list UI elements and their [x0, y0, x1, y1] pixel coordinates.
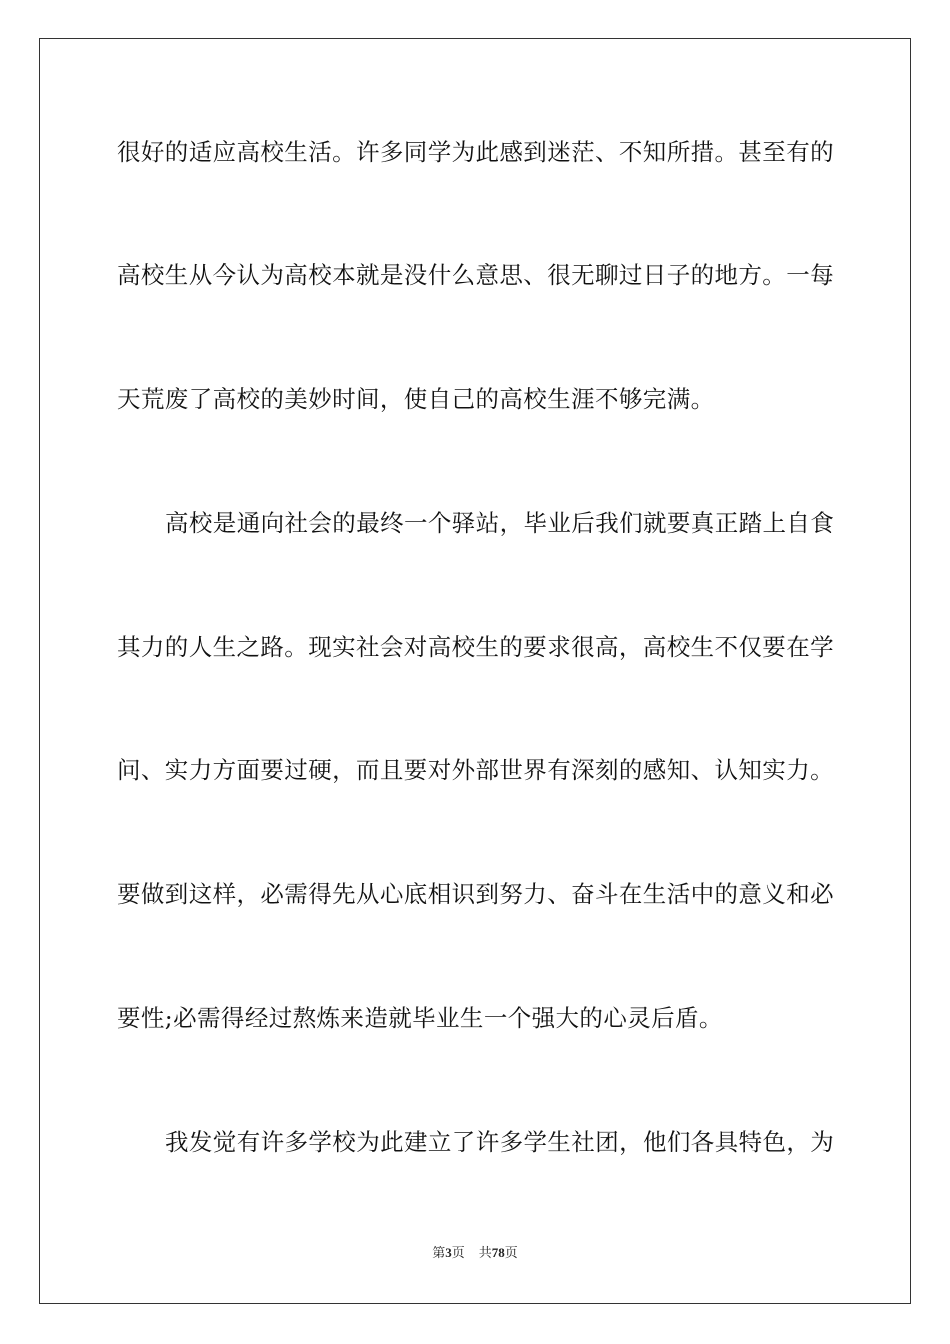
body-text-line-5: 其力的人生之路。现实社会对高校生的要求很高，高校生不仅要在学: [117, 633, 834, 661]
total-suffix: 页: [504, 1246, 518, 1261]
body-text-line-6: 问、实力方面要过硬，而且要对外部世界有深刻的感知、认知实力。: [117, 756, 834, 784]
total-prefix: 共: [478, 1246, 492, 1261]
body-text-line-3: 天荒废了高校的美妙时间，使自己的高校生涯不够完满。: [117, 385, 715, 413]
body-text-line-1: 很好的适应高校生活。许多同学为此感到迷茫、不知所措。甚至有的: [117, 138, 834, 166]
page-footer: [0, 1244, 950, 1263]
body-text-line-9: 我发觉有许多学校为此建立了许多学生社团，他们各具特色，为: [165, 1128, 835, 1156]
page-border: [39, 38, 911, 1304]
page-current-number: 3: [445, 1245, 452, 1260]
body-text-line-2: 高校生从今认为高校本就是没什么意思、很无聊过日子的地方。一每: [117, 261, 834, 289]
page-prefix: 第: [432, 1246, 446, 1261]
body-text-line-7: 要做到这样，必需得先从心底相识到努力、奋斗在生活中的意义和必: [117, 880, 834, 908]
page-total-number: 78: [491, 1245, 505, 1260]
page-suffix: 页: [451, 1246, 465, 1261]
body-text-line-8: 要性;必需得经过熬炼来造就毕业生一个强大的心灵后盾。: [117, 1004, 723, 1032]
body-text-line-4: 高校是通向社会的最终一个驿站，毕业后我们就要真正踏上自食: [165, 509, 835, 537]
